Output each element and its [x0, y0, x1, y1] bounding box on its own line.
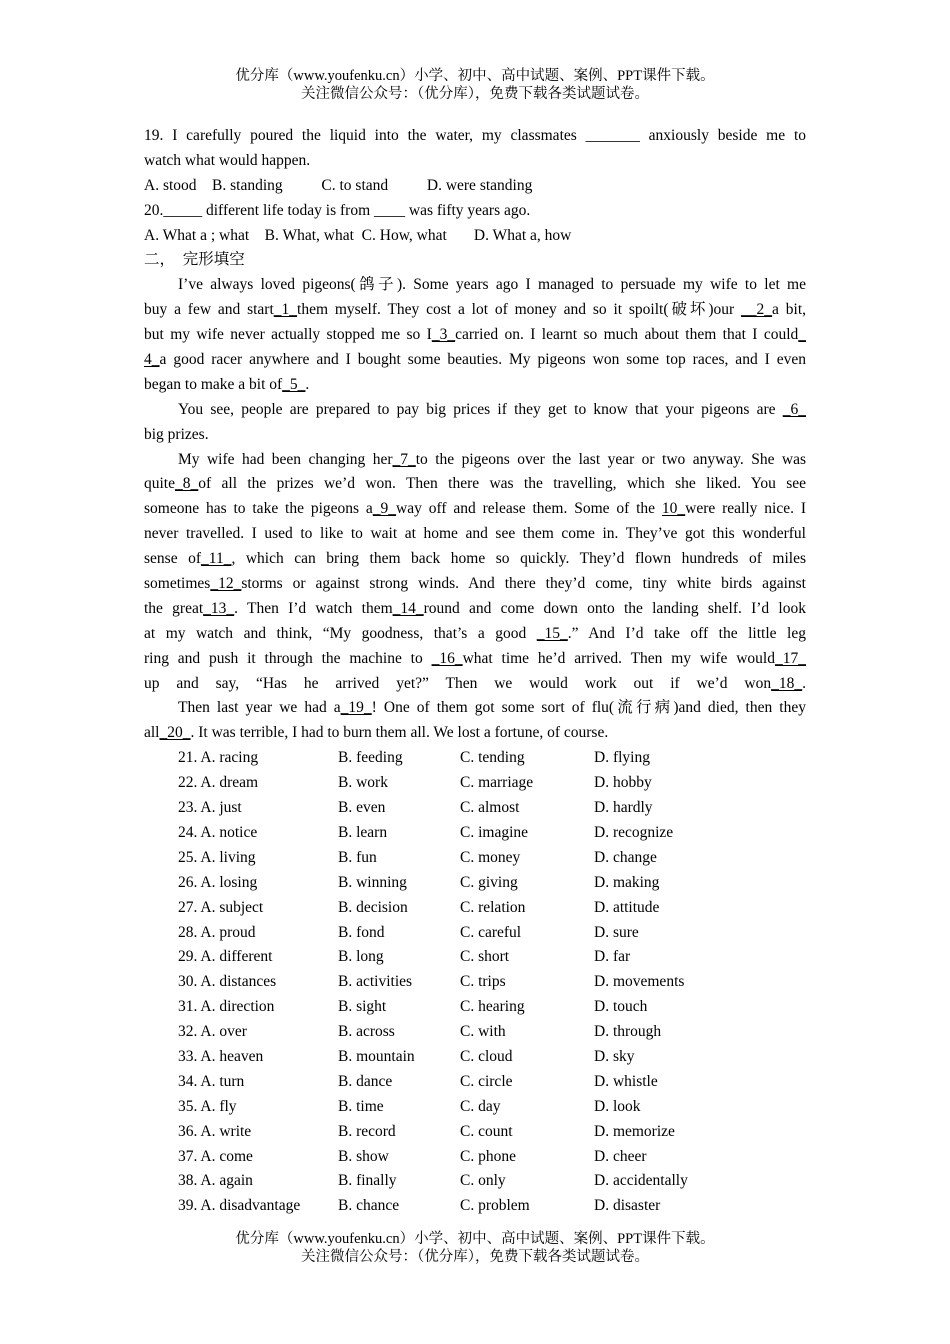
passage-text: big prizes.: [144, 425, 209, 443]
passage-text: . Then I’d watch them: [234, 599, 393, 617]
q19-options: A. stood B. standing C. to stand D. were standing: [144, 176, 533, 194]
passage-text: never travelled. I used to like to wait at home and see them come in. They’ve got this wonderful: [144, 525, 806, 543]
passage-line: [144, 672, 806, 697]
option-a: 29. A. different: [178, 948, 273, 966]
option-c: C. cloud: [460, 1047, 513, 1065]
passage-text: began to make a bit of: [144, 375, 283, 393]
passage-text: Then last year we had a: [178, 699, 341, 717]
option-d: D. making: [594, 873, 660, 891]
option-a: 24. A. notice: [178, 823, 258, 841]
passage-text: up and say, “Has he arrived yet?” Then we would work out if we’d won: [144, 674, 772, 692]
blank-number: _11_: [201, 550, 232, 568]
option-a: 35. A. fly: [178, 1097, 237, 1115]
passage-line: [144, 323, 806, 348]
option-a: 21. A. racing: [178, 749, 259, 767]
option-a: 37. A. come: [178, 1147, 253, 1165]
blank-number: 10_: [661, 500, 686, 518]
option-d: D. change: [594, 848, 657, 866]
option-d: D. disaster: [594, 1197, 661, 1215]
option-row: [144, 871, 806, 896]
passage-line: [144, 647, 806, 672]
option-row: [144, 1020, 806, 1045]
passage-text: round and come down onto the landing shelf. I’d look: [423, 599, 806, 617]
passage-text: to the pigeons over the last year or two anyway. She was: [415, 450, 806, 468]
option-a: 33. A. heaven: [178, 1047, 264, 1065]
option-c: C. imagine: [460, 823, 529, 841]
q20-stem: 20._____ different life today is from ____ was fifty years ago.: [144, 201, 531, 219]
blank-number: _1_: [273, 301, 298, 319]
option-row: [144, 796, 806, 821]
passage-text: My wife had been changing her: [178, 450, 393, 468]
option-row: [144, 995, 806, 1020]
option-row: [144, 970, 806, 995]
option-c: C. circle: [460, 1072, 513, 1090]
page-header: [0, 67, 950, 103]
passage-line: [144, 522, 806, 547]
footer-line-1: 优分库（www.youfenku.cn）小学、初中、高中试题、案例、PPT课件下载。: [235, 1231, 715, 1247]
passage-text: the great: [144, 599, 204, 617]
passage-line: [144, 721, 806, 746]
passage-text: were really nice. I: [685, 500, 806, 518]
q19-stem-line-1: 19. I carefully poured the liquid into the water, my classmates _______ anxiously beside me to: [144, 127, 806, 144]
passage-text: buy a few and start: [144, 301, 274, 319]
option-d: D. look: [594, 1097, 641, 1115]
option-b: B. activities: [338, 973, 413, 991]
option-c: C. with: [460, 1023, 506, 1041]
option-a: 23. A. just: [178, 799, 242, 817]
option-b: B. learn: [338, 823, 388, 841]
option-row: [144, 1194, 806, 1219]
option-b: B. chance: [338, 1197, 400, 1215]
option-b: B. decision: [338, 898, 408, 916]
passage-text: I’ve always loved pigeons(鸽子). Some years ago I managed to persuade my wife to let me: [178, 276, 806, 294]
option-b: B. even: [338, 799, 386, 817]
passage-line: [144, 273, 806, 298]
option-c: C. almost: [460, 799, 520, 817]
option-c: C. trips: [460, 973, 506, 991]
header-line-1: 优分库（www.youfenku.cn）小学、初中、高中试题、案例、PPT课件下载。: [235, 68, 715, 84]
option-c: C. tending: [460, 749, 525, 767]
option-d: D. cheer: [594, 1147, 647, 1165]
option-row: [144, 1120, 806, 1145]
passage-text: at my watch and think, “My goodness, that’s a good: [144, 624, 537, 642]
option-row: [144, 1095, 806, 1120]
option-b: B. fond: [338, 923, 385, 941]
passage-line: [144, 547, 806, 572]
passage-line: [144, 298, 806, 323]
option-d: D. hobby: [594, 774, 652, 792]
passage-text: .: [305, 375, 310, 393]
passage-line: [144, 373, 806, 398]
cloze-options: [144, 746, 806, 1219]
passage-text: sense of: [144, 550, 202, 568]
passage-text: them myself. They cost a lot of money and so it spoilt(破坏)our: [297, 301, 742, 319]
option-row: [144, 1169, 806, 1194]
blank-number: _18_: [771, 674, 803, 692]
passage-text: what time he’d arrived. Then my wife would: [462, 649, 775, 667]
option-c: C. money: [460, 848, 521, 866]
option-d: D. attitude: [594, 898, 660, 916]
option-b: B. mountain: [338, 1047, 415, 1065]
option-c: C. problem: [460, 1197, 530, 1215]
option-d: D. memorize: [594, 1122, 675, 1140]
passage-line: [144, 398, 806, 423]
blank-number: _12_: [210, 575, 242, 593]
option-row: [144, 1145, 806, 1170]
option-a: 30. A. distances: [178, 973, 277, 991]
option-d: D. touch: [594, 998, 648, 1016]
option-c: C. day: [460, 1097, 501, 1115]
blank-number: _8_: [175, 475, 199, 493]
passage-text: , which can bring them back home so quickly. They’d flown hundreds of miles: [231, 550, 806, 568]
blank-number: _6_: [782, 400, 806, 418]
option-a: 38. A. again: [178, 1172, 253, 1190]
passage-line: [144, 497, 806, 522]
option-d: D. sky: [594, 1047, 635, 1065]
option-b: B. dance: [338, 1072, 393, 1090]
option-a: 32. A. over: [178, 1023, 247, 1041]
option-a: 27. A. subject: [178, 898, 264, 916]
footer-line-2: 关注微信公众号：（优分库），免费下载各类试题试卷。: [301, 1249, 649, 1265]
option-row: [144, 1070, 806, 1095]
passage-text: . It was terrible, I had to burn them all. We lost a fortune, of course.: [190, 724, 609, 742]
blank-number: _5_: [282, 375, 306, 393]
option-row: [144, 846, 806, 871]
q19-stem-line-2: watch what would happen.: [144, 151, 311, 169]
passage-text: a bit,: [772, 301, 806, 319]
option-row: [144, 945, 806, 970]
header-line-2: 关注微信公众号：（优分库），免费下载各类试题试卷。: [301, 86, 649, 102]
option-d: D. accidentally: [594, 1172, 688, 1190]
passage-line: [144, 448, 806, 473]
passage-text: a good racer anywhere and I bought some beauties. My pigeons won some top races, and I even: [159, 351, 806, 369]
option-d: D. recognize: [594, 823, 674, 841]
option-a: 22. A. dream: [178, 774, 259, 792]
passage-line: [144, 348, 806, 373]
passage-text: all: [144, 724, 160, 742]
passage-text: sometimes: [144, 575, 211, 593]
option-d: D. sure: [594, 923, 639, 941]
passage-text: You see, people are prepared to pay big prices if they get to know that your pigeons are: [178, 400, 783, 418]
option-a: 28. A. proud: [178, 923, 256, 941]
passage-line: [144, 472, 806, 497]
option-c: C. relation: [460, 898, 526, 916]
option-c: C. only: [460, 1172, 506, 1190]
blank-number: _16_: [431, 649, 463, 667]
option-d: D. whistle: [594, 1072, 658, 1090]
option-c: C. marriage: [460, 774, 534, 792]
blank-number: _: [798, 326, 806, 344]
option-d: D. through: [594, 1023, 662, 1041]
option-c: C. phone: [460, 1147, 516, 1165]
option-c: C. giving: [460, 873, 518, 891]
option-b: B. work: [338, 774, 388, 792]
passage-text: but my wife never actually stopped me so I: [144, 326, 432, 344]
passage-text: storms or against strong winds. And there they’d come, tiny white birds against: [241, 575, 806, 593]
blank-number: _17_: [775, 649, 806, 667]
exam-content: [144, 124, 806, 1219]
q20-options: A. What a ; what B. What, what C. How, what D. What a, how: [144, 226, 572, 244]
option-a: 25. A. living: [178, 848, 256, 866]
option-a: 34. A. turn: [178, 1072, 245, 1090]
blank-number: _7_: [392, 450, 416, 468]
option-row: [144, 921, 806, 946]
option-c: C. count: [460, 1122, 513, 1140]
option-a: 31. A. direction: [178, 998, 275, 1016]
cloze-passage: [144, 273, 806, 746]
passage-line: [144, 597, 806, 622]
passage-text: carried on. I learnt so much about them that I could: [455, 326, 799, 344]
option-b: B. time: [338, 1097, 384, 1115]
passage-line: [144, 696, 806, 721]
blank-number: _14_: [392, 599, 424, 617]
option-d: D. hardly: [594, 799, 653, 817]
passage-text: ! One of them got some sort of flu(流行病)and died, then they: [371, 699, 806, 717]
passage-text: someone has to take the pigeons a: [144, 500, 373, 518]
option-c: C. short: [460, 948, 510, 966]
blank-number: _20_: [159, 724, 191, 742]
option-b: B. record: [338, 1122, 396, 1140]
option-row: [144, 821, 806, 846]
passage-text: .” And I’d take off the little leg: [567, 624, 806, 642]
option-d: D. movements: [594, 973, 685, 991]
blank-number: __2_: [741, 301, 773, 319]
option-b: B. long: [338, 948, 384, 966]
passage-text: of all the prizes we’d won. Then there was the travelling, which she liked. You see: [198, 475, 806, 493]
passage-line: [144, 572, 806, 597]
passage-text: .: [802, 674, 806, 692]
option-row: [144, 771, 806, 796]
option-c: C. careful: [460, 923, 522, 941]
option-b: B. finally: [338, 1172, 397, 1190]
blank-number: 4_: [144, 351, 160, 369]
option-row: [144, 746, 806, 771]
option-row: [144, 1045, 806, 1070]
option-a: 36. A. write: [178, 1122, 252, 1140]
option-b: B. show: [338, 1147, 389, 1165]
option-b: B. winning: [338, 873, 407, 891]
section-title: 二， 完形填空: [144, 251, 245, 269]
option-b: B. fun: [338, 848, 377, 866]
option-b: B. sight: [338, 998, 387, 1016]
option-d: D. flying: [594, 749, 650, 767]
blank-number: _13_: [203, 599, 235, 617]
passage-text: way off and release them. Some of the: [396, 500, 662, 518]
option-b: B. across: [338, 1023, 395, 1041]
passage-line: [144, 622, 806, 647]
passage-text: quite: [144, 475, 175, 493]
option-d: D. far: [594, 948, 631, 966]
passage-line: [144, 423, 806, 448]
blank-number: _15_: [536, 624, 568, 642]
option-a: 26. A. losing: [178, 873, 258, 891]
option-a: 39. A. disadvantage: [178, 1197, 301, 1215]
option-b: B. feeding: [338, 749, 403, 767]
option-c: C. hearing: [460, 998, 525, 1016]
blank-number: _3_: [431, 326, 456, 344]
passage-text: ring and push it through the machine to: [144, 649, 432, 667]
blank-number: _9_: [372, 500, 397, 518]
option-row: [144, 896, 806, 921]
page-footer: [0, 1230, 950, 1266]
blank-number: _19_: [340, 699, 372, 717]
